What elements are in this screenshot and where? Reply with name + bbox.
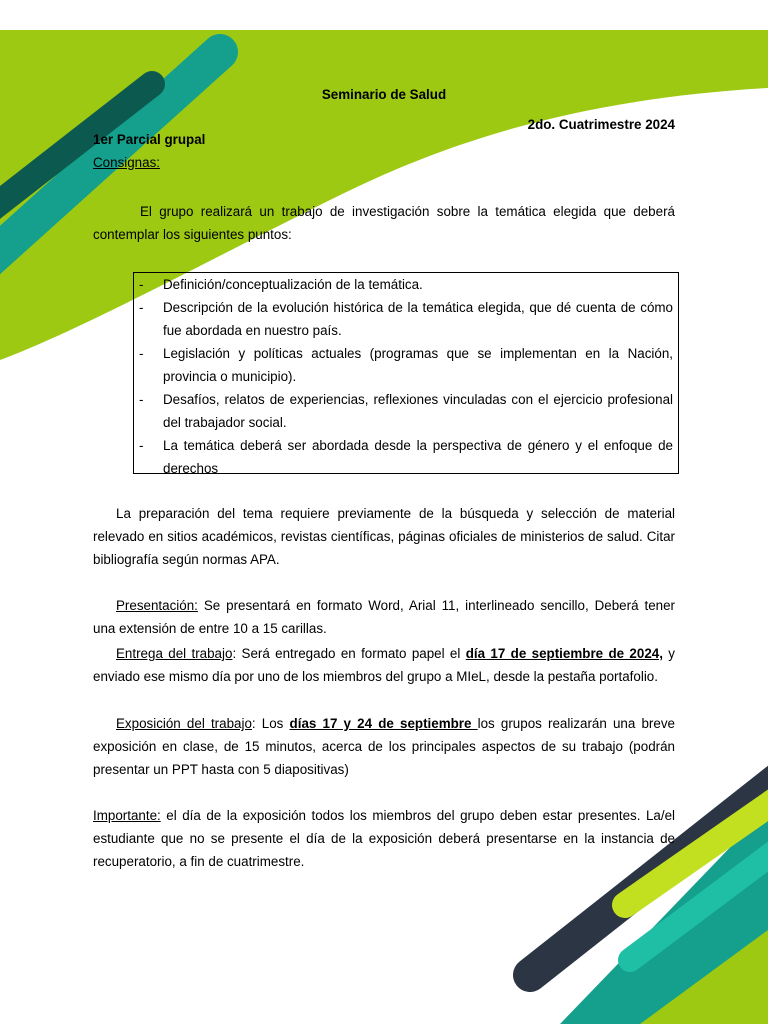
- points-box: [133, 272, 679, 474]
- bullet-dash: -: [139, 392, 144, 407]
- semester-label: 2do. Cuatrimestre 2024: [527, 117, 675, 132]
- bullet-dash: -: [139, 277, 144, 292]
- consignas-heading: Consignas:: [93, 155, 160, 170]
- point-text: Legislación y políticas actuales (programas que se implementan en la Nación, provincia o municipio).: [163, 346, 673, 384]
- entrega-paragraph: [93, 642, 675, 688]
- list-item: [134, 342, 678, 388]
- intro-paragraph: El grupo realizará un trabajo de investigación sobre la temática elegida que deberá contemplar los siguientes puntos:: [93, 204, 675, 242]
- parcial-label: 1er Parcial grupal: [93, 132, 206, 147]
- entrega-text-1: : Será entregado en formato papel el: [232, 646, 466, 661]
- bullet-dash: -: [139, 300, 144, 315]
- point-text: Descripción de la evolución histórica de la temática elegida, que dé cuenta de cómo fue abordada en nuestro país.: [163, 300, 673, 338]
- exposicion-dates: días 17 y 24 de septiembre: [289, 716, 478, 731]
- entrega-date: día 17 de septiembre de 2024,: [465, 646, 663, 661]
- importante-text: el día de la exposición todos los miembros del grupo deben estar presentes. La/el estudiante que no se presente el día de la exposición deberá presentarse en la instancia de recuperatorio, a fin de cuatrimestre.: [93, 808, 675, 869]
- list-item: [134, 388, 678, 434]
- presentacion-text: Se presentará en formato Word, Arial 11, interlineado sencillo, Deberá tener una extensión de entre 10 a 15 carillas.: [93, 598, 675, 636]
- bullet-dash: -: [139, 346, 144, 361]
- exposicion-text-1: : Los: [251, 716, 290, 731]
- list-item: [134, 296, 678, 342]
- point-text: La temática deberá ser abordada desde la perspectiva de género y el enfoque de derechos: [163, 438, 673, 476]
- exposicion-label: Exposición del trabajo: [116, 716, 252, 731]
- document-title: Seminario de Salud: [321, 87, 447, 102]
- presentacion-paragraph: [93, 594, 675, 640]
- preparacion-paragraph: La preparación del tema requiere previamente de la búsqueda y selección de material relevado en sitios académicos, revistas científicas, páginas oficiales de ministerios de salud. Citar bibliografía según normas APA.: [93, 506, 675, 567]
- list-item: [134, 434, 678, 480]
- bullet-dash: -: [139, 438, 144, 453]
- point-text: Definición/conceptualización de la temática.: [163, 277, 423, 292]
- exposicion-paragraph: [93, 712, 675, 781]
- point-text: Desafíos, relatos de experiencias, reflexiones vinculadas con el ejercicio profesional del trabajador social.: [163, 392, 673, 430]
- points-list: [134, 273, 678, 480]
- top-margin: [0, 0, 768, 30]
- importante-paragraph: [93, 804, 675, 873]
- exposicion-text-2: los grupos realizarán una breve exposición en clase, de 15 minutos, acerca de los principales aspectos de su trabajo (podrán presentar un PPT hasta con 5 diapositivas): [93, 716, 675, 777]
- presentacion-label: Presentación:: [116, 598, 198, 613]
- list-item: [134, 273, 678, 296]
- entrega-text-2: y enviado ese mismo día por uno de los miembros del grupo a MIeL, desde la pestaña portafolio.: [93, 646, 676, 684]
- entrega-label: Entrega del trabajo: [116, 646, 233, 661]
- importante-label: Importante:: [93, 808, 161, 823]
